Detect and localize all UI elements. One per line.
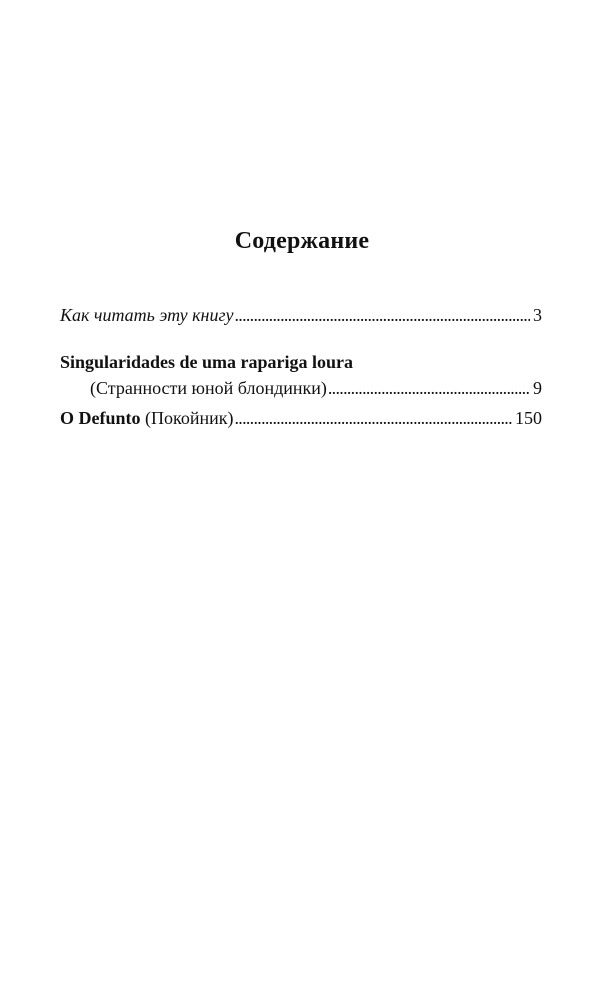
dot-leader: [328, 377, 530, 399]
toc-heading: Содержание: [234, 228, 370, 254]
toc-entry-label: (Странности юной блондинки): [90, 378, 327, 398]
dot-leader: [234, 304, 530, 326]
toc-entry-how-to-read[interactable]: [60, 304, 542, 326]
toc-entry-label: Как читать эту книгу: [60, 305, 234, 325]
toc-page-number: 3: [533, 305, 542, 325]
toc-entry-title-ru: (Покойник): [140, 408, 234, 428]
toc-entry-singularidades[interactable]: [90, 377, 542, 399]
toc-entry-title-pt: O Defunto: [60, 408, 141, 428]
toc-entry-label: [60, 407, 233, 429]
dot-leader: [234, 407, 512, 429]
toc-page-number: 9: [533, 378, 542, 398]
toc-page-number: 150: [515, 408, 542, 428]
toc-entry-singularidades-title[interactable]: Singularidades de uma rapariga loura: [60, 352, 354, 372]
toc-entry-defunto[interactable]: [60, 407, 542, 429]
